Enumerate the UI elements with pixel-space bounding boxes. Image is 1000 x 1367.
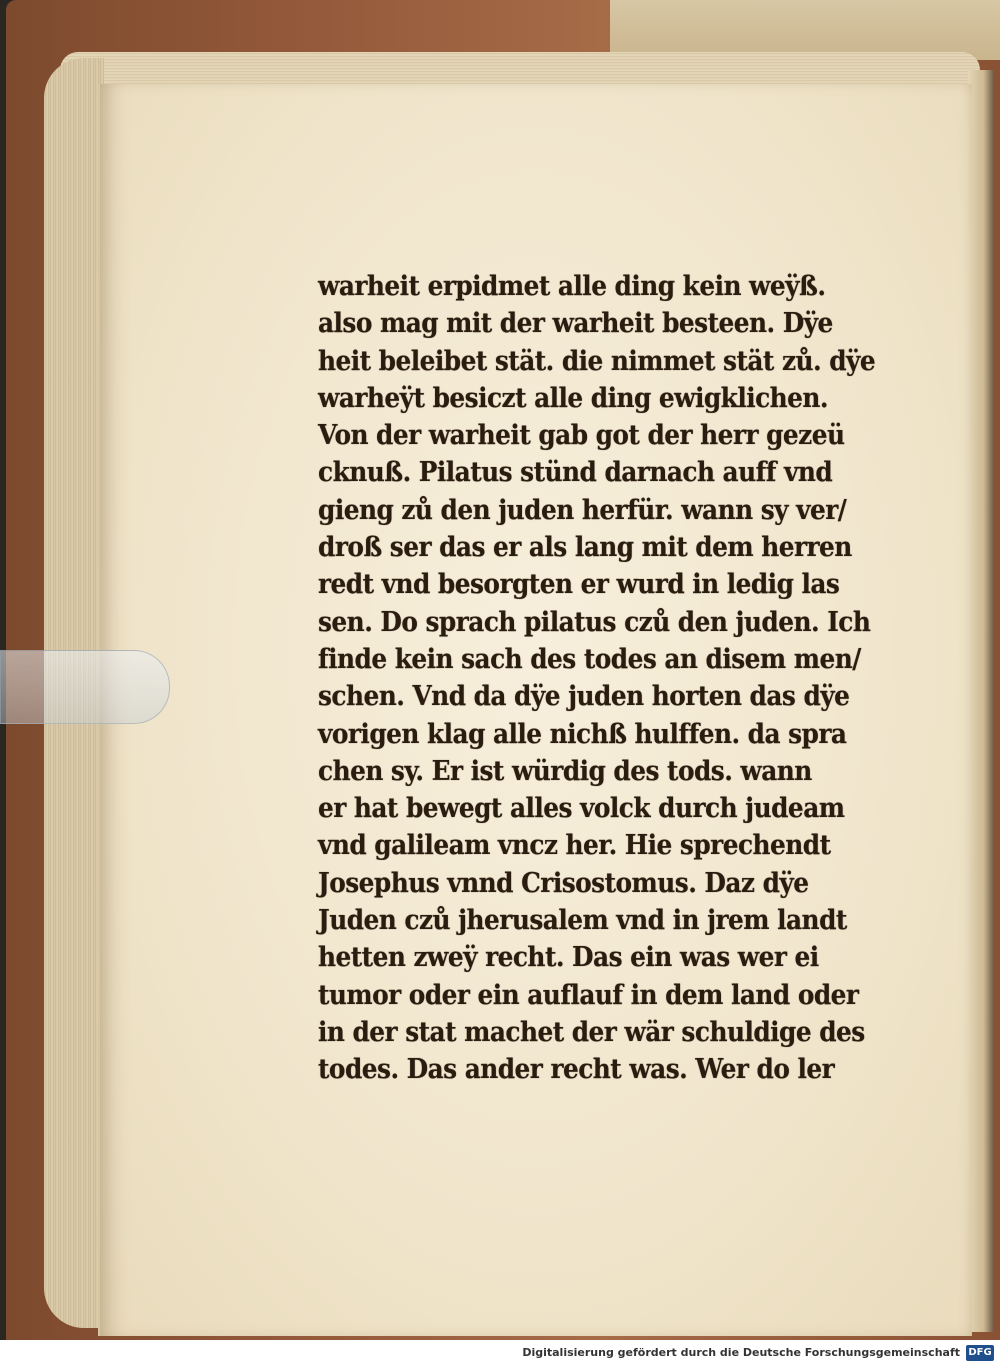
text-line: er hat bewegt alles volck durch judeam bbox=[318, 793, 845, 825]
cover-label-area bbox=[610, 0, 1000, 60]
text-line: sen. Do sprach pilatus czů den juden. Ich bbox=[318, 606, 871, 638]
dfg-logo: DFG bbox=[966, 1345, 994, 1361]
text-line: warheÿt besiczt alle ding ewigklichen. bbox=[318, 382, 829, 414]
text-line: in der stat machet der wär schuldige des bbox=[318, 1016, 865, 1048]
plastic-page-clip bbox=[0, 650, 170, 724]
text-line: hetten zweÿ recht. Das ein was wer ei bbox=[318, 942, 819, 974]
text-line: tumor oder ein auflauf in dem land oder bbox=[318, 979, 859, 1011]
text-line: finde kein sach des todes an disem men/ bbox=[318, 643, 861, 675]
funding-credit: Digitalisierung gefördert durch die Deutsche Forschungsgemeinschaft bbox=[522, 1346, 960, 1359]
text-line: Juden czů jherusalem vnd in jrem landt bbox=[318, 905, 847, 937]
text-line: vnd galileam vncz her. Hie sprechendt bbox=[318, 830, 831, 862]
page-text bbox=[318, 268, 918, 1089]
text-line: also mag mit der warheit besteen. Dÿe bbox=[318, 308, 833, 340]
text-line: vorigen klag alle nichß hulffen. da spra bbox=[318, 718, 847, 750]
text-line: heit beleibet stät. die nimmet stät zů. dÿe bbox=[318, 345, 876, 377]
text-line: warheit erpidmet alle ding kein weÿß. bbox=[318, 271, 826, 302]
text-line: Josephus vnnd Crisostomus. Daz dÿe bbox=[318, 867, 809, 899]
text-line: chen sy. Er ist würdig des tods. wann bbox=[318, 755, 812, 787]
text-line: cknuß. Pilatus stünd darnach auff vnd bbox=[318, 457, 833, 489]
text-line: todes. Das ander recht was. Wer do ler bbox=[318, 1054, 835, 1086]
text-line: schen. Vnd da dÿe juden horten das dÿe bbox=[318, 681, 850, 713]
text-line: redt vnd besorgten er wurd in ledig las bbox=[318, 569, 840, 601]
text-line: droß ser das er als lang mit dem herren bbox=[318, 532, 852, 564]
footer-bar bbox=[0, 1340, 1000, 1367]
text-line: Von der warheit gab got der herr gezeü bbox=[318, 420, 845, 452]
text-line: gieng zů den juden herfür. wann sy ver/ bbox=[318, 494, 847, 526]
